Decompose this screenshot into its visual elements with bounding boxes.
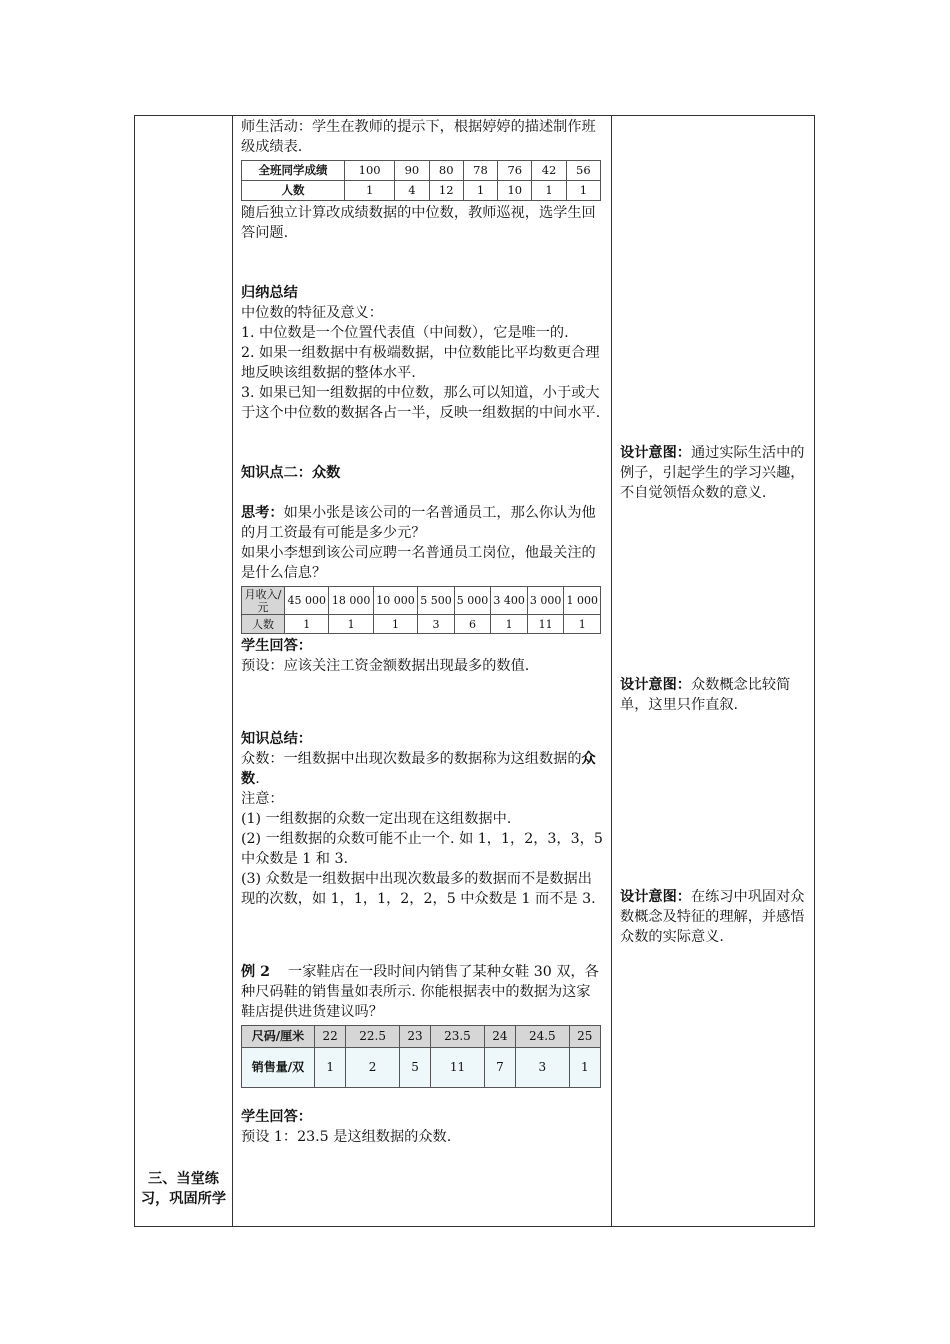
income-table bbox=[241, 586, 601, 634]
table-cell: 3 bbox=[516, 1048, 569, 1088]
student-answer-2-label: 学生回答： bbox=[241, 1109, 312, 1125]
table-cell: 18 000 bbox=[329, 587, 373, 615]
table-cell: 90 bbox=[395, 161, 429, 181]
table-cell: 80 bbox=[429, 161, 463, 181]
table-row-label: 月收入/元 bbox=[242, 587, 285, 615]
design-intent-label: 设计意图： bbox=[620, 677, 691, 693]
table-cell: 7 bbox=[484, 1048, 515, 1088]
table-cell: 11 bbox=[431, 1048, 484, 1088]
design-intent-2 bbox=[620, 675, 807, 715]
note-item: (3) 众数是一组数据中出现次数最多的数据而不是数据出现的次数，如 1，1，1，2，2，5 中众数是 1 而不是 3. bbox=[241, 871, 596, 907]
table-cell: 78 bbox=[463, 161, 497, 181]
table-cell: 22.5 bbox=[346, 1026, 399, 1048]
table-cell: 23 bbox=[399, 1026, 430, 1048]
example-two-text: 一家鞋店在一段时间内销售了某种女鞋 30 双，各种尺码鞋的销售量如表所示. 你能根据表中的数据为这家鞋店提供进货建议吗？ bbox=[241, 964, 599, 1020]
knowledge-summary-heading: 知识总结： bbox=[241, 731, 312, 747]
student-answer-2-text: 预设 1：23.5 是这组数据的众数. bbox=[241, 1129, 452, 1145]
table-cell: 3 400 bbox=[491, 587, 528, 615]
note-item: (1) 一组数据的众数一定出现在这组数据中. bbox=[241, 811, 512, 827]
table-row-label: 销售量/双 bbox=[242, 1048, 315, 1088]
table-cell: 5 bbox=[399, 1048, 430, 1088]
table-cell: 12 bbox=[429, 181, 463, 201]
summary-intro: 中位数的特征及意义： bbox=[241, 305, 383, 321]
table-row-label: 全班同学成绩 bbox=[242, 161, 345, 181]
example-two-label: 例 2 bbox=[241, 964, 270, 980]
mode-definition-end: . bbox=[255, 771, 260, 787]
table-cell: 10 bbox=[498, 181, 532, 201]
table-cell: 3 bbox=[418, 615, 455, 634]
think-label: 思考： bbox=[241, 505, 284, 521]
table-cell: 45 000 bbox=[285, 587, 329, 615]
summary-item: 1. 中位数是一个位置代表值（中间数），它是唯一的. bbox=[241, 325, 569, 341]
table-cell: 1 bbox=[345, 181, 395, 201]
column-divider-right bbox=[611, 116, 612, 1226]
table-cell: 76 bbox=[498, 161, 532, 181]
table-cell: 6 bbox=[454, 615, 491, 634]
design-intent-label: 设计意图： bbox=[620, 889, 691, 905]
note-label: 注意： bbox=[241, 791, 284, 807]
table-cell: 1 bbox=[491, 615, 528, 634]
think-text-2: 如果小李想到该公司应聘一名普通员工岗位，他最关注的是什么信息？ bbox=[241, 545, 596, 581]
summary-item: 2. 如果一组数据中有极端数据，中位数能比平均数更合理地反映该组数据的整体水平. bbox=[241, 345, 600, 381]
mode-term: 众数 bbox=[241, 751, 596, 787]
table-row-label: 尺码/厘米 bbox=[242, 1026, 315, 1048]
table-cell: 5 500 bbox=[418, 587, 455, 615]
table-cell: 1 bbox=[566, 181, 600, 201]
table-cell: 5 000 bbox=[454, 587, 491, 615]
design-intent-text: 众数概念比较简单，这里只作直叙. bbox=[620, 677, 791, 713]
table-cell: 3 000 bbox=[527, 587, 564, 615]
class-score-table bbox=[241, 160, 601, 201]
table-cell: 1 bbox=[373, 615, 417, 634]
table-cell: 24 bbox=[484, 1026, 515, 1048]
activity-paragraph: 师生活动：学生在教师的提示下，根据婷婷的描述制作班级成绩表. bbox=[241, 119, 596, 155]
summary-heading: 归纳总结 bbox=[241, 285, 298, 301]
table-cell: 24.5 bbox=[516, 1026, 569, 1048]
design-intent-text: 通过实际生活中的例子，引起学生的学习兴趣，不自觉领悟众数的意义. bbox=[620, 445, 805, 501]
design-intent-1 bbox=[620, 443, 807, 503]
table-row-label: 人数 bbox=[242, 181, 345, 201]
note-item: (2) 一组数据的众数可能不止一个. 如 1，1，2，3，3，5 中众数是 1 和 3. bbox=[241, 831, 603, 867]
table-cell: 2 bbox=[346, 1048, 399, 1088]
activity-column bbox=[241, 117, 603, 1147]
table-cell: 1 bbox=[315, 1048, 346, 1088]
think-text: 如果小张是该公司的一名普通员工，那么你认为他的月工资最有可能是多少元？ bbox=[241, 505, 596, 541]
table-cell: 4 bbox=[395, 181, 429, 201]
table-cell: 1 bbox=[532, 181, 566, 201]
table-cell: 1 bbox=[564, 615, 601, 634]
table-cell: 1 bbox=[569, 1048, 600, 1088]
table-cell: 100 bbox=[345, 161, 395, 181]
student-answer-text: 预设：应该关注工资金额数据出现最多的数值. bbox=[241, 658, 530, 674]
design-intent-label: 设计意图： bbox=[620, 445, 691, 461]
design-intent-3 bbox=[620, 887, 807, 947]
student-answer-label: 学生回答： bbox=[241, 638, 312, 654]
summary-item: 3. 如果已知一组数据的中位数，那么可以知道，小于或大于这个中位数的数据各占一半，反映一组数据的中间水平. bbox=[241, 385, 601, 421]
column-divider-left bbox=[232, 116, 233, 1226]
lesson-table bbox=[134, 115, 815, 1227]
table-cell: 1 000 bbox=[564, 587, 601, 615]
knowledge-point-two-heading: 知识点二：众数 bbox=[241, 465, 341, 481]
table-row-label: 人数 bbox=[242, 615, 285, 634]
table-cell: 1 bbox=[285, 615, 329, 634]
shoe-sales-table bbox=[241, 1025, 601, 1088]
table-cell: 1 bbox=[329, 615, 373, 634]
table-cell: 10 000 bbox=[373, 587, 417, 615]
table-cell: 23.5 bbox=[431, 1026, 484, 1048]
design-intent-text: 在练习中巩固对众数概念及特征的理解，并感悟众数的实际意义. bbox=[620, 889, 805, 945]
table-cell: 22 bbox=[315, 1026, 346, 1048]
section-three-label: 三、当堂练习，巩固所学 bbox=[140, 1171, 227, 1207]
table-cell: 11 bbox=[527, 615, 564, 634]
table-cell: 56 bbox=[566, 161, 600, 181]
activity-followup: 随后独立计算改成绩数据的中位数，教师巡视，选学生回答问题. bbox=[241, 205, 596, 241]
table-cell: 42 bbox=[532, 161, 566, 181]
table-cell: 1 bbox=[463, 181, 497, 201]
table-cell: 25 bbox=[569, 1026, 600, 1048]
mode-definition: 众数：一组数据中出现次数最多的数据称为这组数据的 bbox=[241, 751, 582, 767]
